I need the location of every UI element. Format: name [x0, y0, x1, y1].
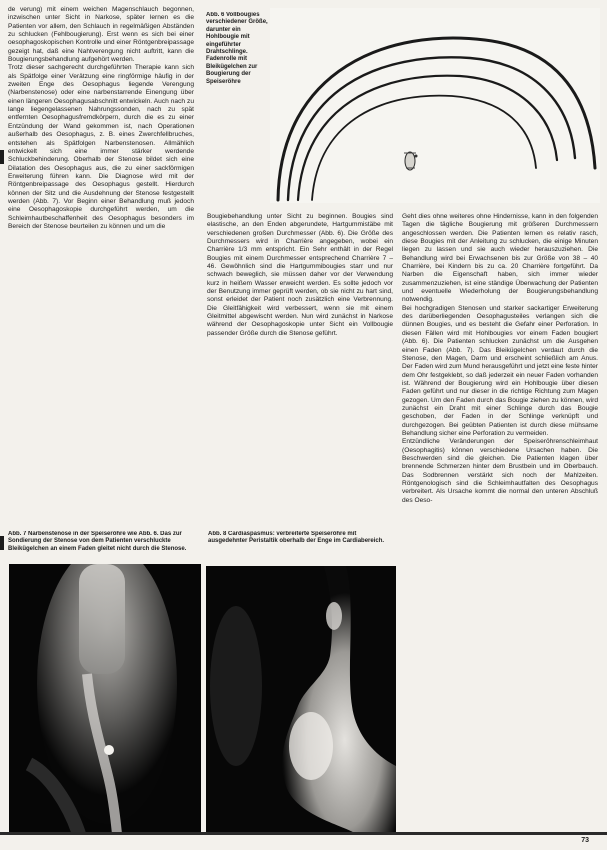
- text-column-1: [8, 6, 194, 528]
- figure-7-caption: [8, 531, 198, 563]
- paragraph: Geht dies ohne weiteres ohne Hindernisse, kann in den folgenden Tagen die tägliche Bougierung mit größeren Durchmessern angeschlossen werden. Die Patienten lernen es relativ rasch, diese Bougies mit der Anleitung zu schlucken, die einige Minuten liegen zu lassen und sie auch wieder herauszuziehen. Die Behandlung wird bei Erwachsenen bis zur Größe von 38 – 40 Charrière, bei Kindern bis zu ca. 20 Charrière fortgeführt. Da Narben die Eigenschaft haben, sich immer wieder zusammenzuziehen, ist eine ständige Überwachung der Patienten und eventuelle Wiederholung der Bougierungsbehandlung notwendig.: [402, 213, 598, 304]
- xray-image: [206, 566, 396, 834]
- paragraph: Bei hochgradigen Stenosen und starker sackartiger Erweiterung des darüberliegenden Oesophagusteiles verlangen sich die dünnen Bougies, und es besteht die Gefahr einer Perforation. In diesen Fällen wird mit Hohlbougies vor einem Faden bougiert (Abb. 6). Die Patienten schlucken zunächst um die Ausgehen einen Faden (Abb. 7). Das Bleikügelchen verdaut durch die Stenose, den Magen, Darm und erscheint schließlich am Anus. Der Faden wird zum Mund herausgeführt und jetzt eine feste hinter dem Ohr festgeklebt, so daß jederzeit ein neuer Faden vorhanden ist. Während der Bougierung wird ein Hohlbougie über diesen Faden geführt und nur dieser in die richtige Richtung zum Magen gezogen. Um den Faden durch das Bougie ziehen zu können, wird zunächst ein Draht mit einer Schlinge durch das Bougie geschoben, der Faden in der Schlinge verknüpft und durchgezogen. Bei geübten Patienten ist durch diese mühsame Behandlung sicher eine Perforation zu vermeiden.: [402, 304, 598, 437]
- bougie-illustration: [270, 8, 600, 203]
- figure-6-caption: [206, 12, 270, 110]
- bottom-rule: [0, 832, 607, 835]
- paragraph: Bougiebehandlung unter Sicht zu beginnen. Bougies sind elastische, an den Enden abgerundete, Hartgummistäbe mit verschiedenen großen Durchmesser (Abb. 6). Die Größe des Durchmessers wird in Charrière angegeben, wobei ein Charrière 1/3 mm entspricht. Ein Sehr enthält in der Regel Bougies mit einem Durchmesser entsprechend Charrière 7 – 46. Gewöhnlich sind die Hartgummibougies starr und nur schwach beweglich, sie müssen daher vor der Verwendung kurz in heißem Wasser erweicht werden. Es sollte jedoch vor der Benutzung immer geprüft werden, ob sie nicht zu hart sind, sonst erleidet der Patient noch zusätzlich eine Verbrennung. Die Gleitfähigkeit wird verbessert, wenn sie mit einem Gleitmittel abgewischt werden. Nun wird zunächst in Narkose während der Oesophagoskopie unter Sicht ein Vollbougie passender Größe durch die Stenose geführt.: [207, 213, 393, 337]
- page-number: 73: [581, 837, 589, 844]
- margin-marker: [0, 150, 4, 164]
- paragraph: Entzündliche Veränderungen der Speiseröhrenschleimhaut (Oesophagitis) können verschiedene Ursachen haben. Die Beschwerden sind die gleichen. Die Patienten klagen über brennende Schmerzen hinter dem Brustbein und im Oberbauch. Das Sodbrennen verstärkt sich noch der Mahlzeiten. Röntgenologisch sind die Schleimhautfalten des Oesophagus verbreitert. Als Ursache kommt die normal den unteren Abschluß des Oeso-: [402, 438, 598, 504]
- xray-figure-7: [9, 564, 201, 834]
- bougie-photo: [270, 8, 600, 203]
- caption-text: Abb. 7 Narbenstenose in der Speiseröhre wie Abb. 6. Das zur Sondierung der Stenose von dem Patienten verschluckte Bleikügelchen an einem Faden gleitet nicht durch die Stenose.: [8, 531, 187, 552]
- margin-marker: [0, 536, 4, 550]
- text-column-2: [207, 213, 393, 527]
- caption-text: Abb. 8 Cardiaspasmus: verbreiterte Speiseröhre mit ausgedehnter Peristaltik oberhalb der Enge im Cardiabereich.: [208, 531, 385, 545]
- xray-figure-8: [206, 566, 396, 834]
- paragraph: Trotz dieser sachgerecht durchgeführten Therapie kann sich als Spätfolge einer Verätzung eine ringförmige häufig in der zweiten Enge des Oesophagus liegende Verengung (Narbenstenose) oder eine narbenstarrende Einengung über einen längeren Oesophagusabschnitt entwickeln. Auch nach zu lange liegengelassenen Nahrungssonden, nach zu spät entfernten Oesophagusfremdkörpern, durch die es zu einer Entzündung der Wand gekommen ist, nach Operationen außerhalb des Oesophagus, z. B. eines Zwerchfellbruches, entstehen als Spätfolgen Narbenstenosen. Allmählich entwickelt sich eine immer stärker werdende Schluckbehinderung. Oberhalb der Stenose bildet sich eine Dilatation des Oesophagus aus, die zu einer sackförmigen Erweiterung führen kann. Die Diagnose wird mit der Röntgenbreipassage des Oesophagus gestellt. Hierdurch können der Sitz und die Ausdehnung der Stenose festgestellt werden (Abb. 7). Vor Beginn einer Behandlung muß jedoch eine Oesophagoskopie durchgeführt werden, um die Schleimhautbeschaffenheit des Oesophagus besonders im Bereich der Stenose beurteilen zu können und um die: [8, 64, 194, 230]
- paragraph: de verung) mit einem weichen Magenschlauch begonnen, inzwischen unter Sicht in Narkose, später lernen es die Patienten vor allem, den Schlauch in regelmäßigen Abständen zu schlucken (Fehlbougierung). Erst wenn es sich bei einer oesophagoskopischen Kontrolle und einer Röntgenbreipassage gezeigt hat, daß eine Nahtverengung nicht auftritt, kann die Bougierungsbehandlung aufgehört werden.: [8, 6, 194, 64]
- caption-text: Abb. 6 Vollbougies verschiedener Größe, darunter ein Hohlbougie mit eingeführter Drahtschlinge. Fadenrolle mit Bleikügelchen zur Bougierung der Speiseröhre: [206, 12, 268, 85]
- text-column-3: [402, 213, 598, 825]
- xray-image: [9, 564, 201, 834]
- figure-8-caption: [208, 531, 394, 563]
